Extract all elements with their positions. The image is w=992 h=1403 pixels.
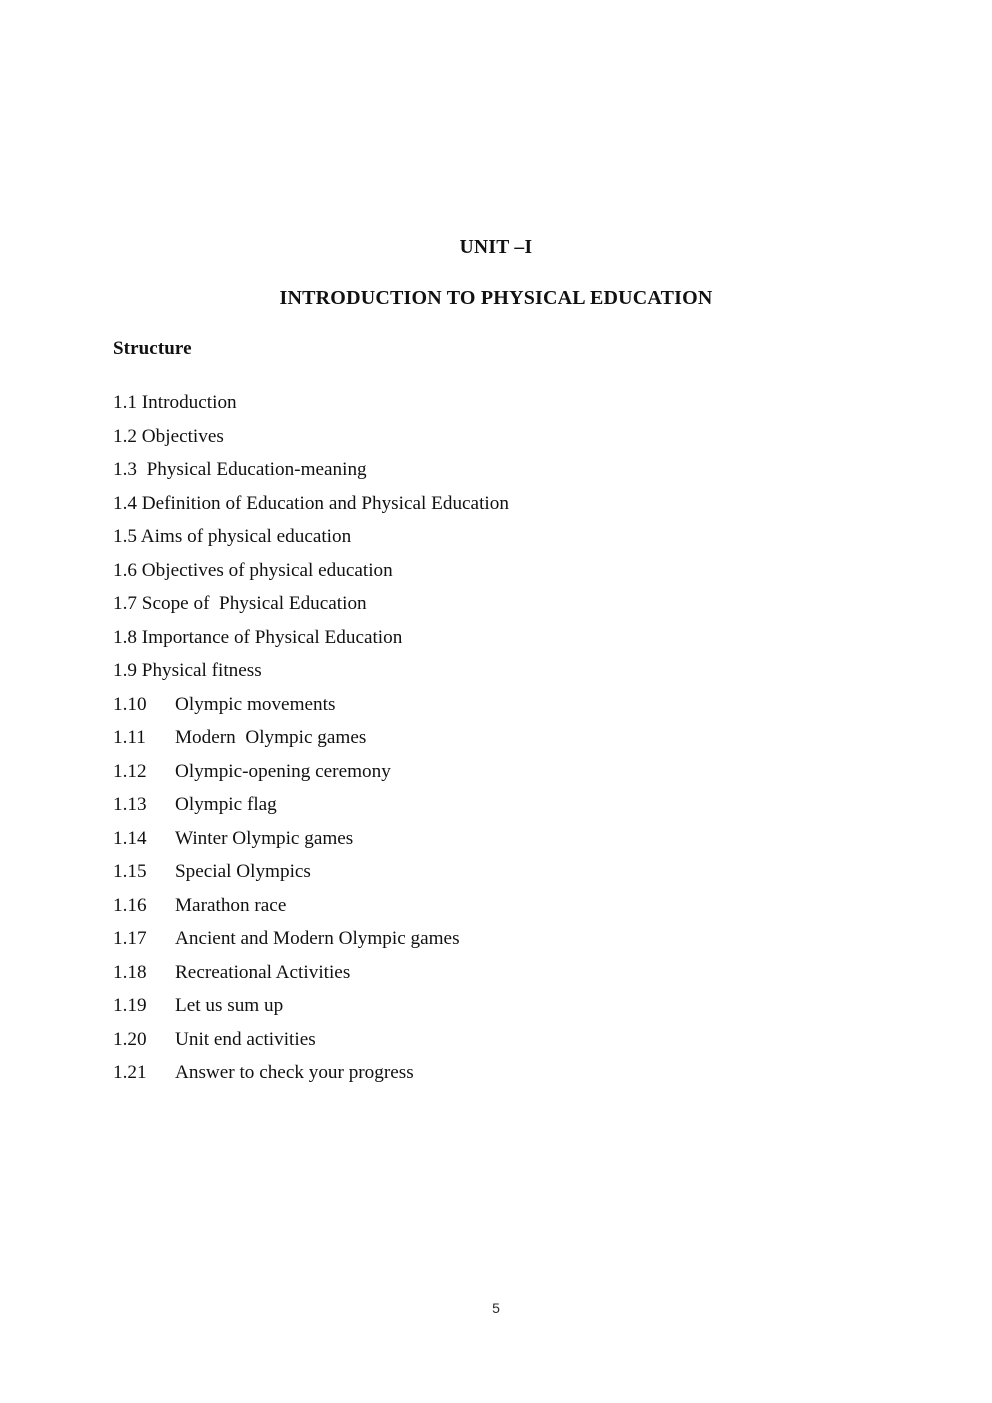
toc-entry-number: 1.14 (113, 827, 147, 849)
page-number: 5 (492, 1300, 500, 1316)
toc-entry-number: 1.19 (113, 995, 147, 1016)
toc-entry-number: 1.13 (113, 794, 147, 815)
toc-entry-label: Physical fitness (136, 660, 262, 681)
toc-entry-label: Physical Education-meaning (136, 459, 367, 480)
toc-entry-number: 1.20 (113, 1028, 147, 1050)
table-of-contents (113, 386, 813, 1090)
toc-entry-number: 1.11 (113, 727, 146, 748)
toc-entry-number: 1.21 (113, 1062, 147, 1083)
toc-entry-number: 1.5 (113, 526, 137, 547)
toc-entry (113, 989, 813, 1023)
toc-entry-label: Objectives of physical education (136, 559, 393, 581)
toc-entry-label: Introduction (136, 392, 237, 413)
toc-entry (113, 688, 813, 722)
toc-entry (113, 889, 813, 923)
toc-entry-number: 1.12 (113, 760, 147, 782)
toc-entry (113, 587, 813, 621)
toc-entry (113, 822, 813, 856)
toc-entry-label: Olympic movements (175, 693, 336, 715)
page-title: INTRODUCTION TO PHYSICAL EDUCATION (279, 287, 713, 309)
toc-entry (113, 755, 813, 789)
toc-entry (113, 487, 813, 521)
toc-entry-label: Olympic-opening ceremony (175, 760, 391, 782)
toc-entry-number: 1.6 (113, 559, 137, 581)
toc-entry-number: 1.10 (113, 693, 147, 715)
toc-entry-number: 1.17 (113, 928, 147, 949)
toc-entry (113, 621, 813, 655)
toc-entry (113, 788, 813, 822)
toc-entry-number: 1.15 (113, 861, 147, 882)
toc-entry-number: 1.16 (113, 894, 147, 916)
toc-entry-label: Scope of Physical Education (136, 593, 367, 614)
toc-entry-label: Special Olympics (175, 861, 311, 882)
toc-entry (113, 1056, 813, 1090)
toc-entry-label: Importance of Physical Education (136, 626, 403, 648)
toc-entry-number: 1.7 (113, 593, 137, 614)
toc-entry (113, 956, 813, 990)
toc-entry (113, 654, 813, 688)
toc-entry (113, 520, 813, 554)
toc-entry-number: 1.9 (113, 660, 137, 681)
toc-entry (113, 554, 813, 588)
toc-entry-number: 1.1 (113, 392, 137, 413)
toc-entry-label: Let us sum up (175, 995, 284, 1016)
toc-entry-number: 1.18 (113, 961, 147, 983)
toc-entry-label: Unit end activities (175, 1028, 316, 1050)
toc-entry (113, 1023, 813, 1057)
toc-entry-label: Modern Olympic games (175, 727, 367, 748)
toc-entry-number: 1.4 (113, 492, 137, 514)
toc-entry (113, 420, 813, 454)
toc-entry-label: Answer to check your progress (175, 1062, 414, 1083)
toc-entry (113, 453, 813, 487)
toc-entry (113, 721, 813, 755)
toc-entry-label: Winter Olympic games (175, 827, 354, 849)
toc-entry-label: Olympic flag (175, 794, 277, 815)
toc-entry-number: 1.8 (113, 626, 137, 648)
toc-entry-label: Marathon race (175, 894, 287, 916)
toc-entry-label: Aims of physical education (136, 526, 352, 547)
unit-heading: UNIT –I (459, 237, 533, 258)
toc-entry (113, 922, 813, 956)
toc-entry-number: 1.2 (113, 425, 137, 447)
toc-entry-label: Definition of Education and Physical Education (136, 492, 509, 514)
toc-entry-label: Ancient and Modern Olympic games (175, 928, 460, 949)
toc-entry-number: 1.3 (113, 459, 137, 480)
toc-entry (113, 386, 813, 420)
toc-entry-label: Recreational Activities (175, 961, 351, 983)
toc-entry (113, 855, 813, 889)
structure-section-label: Structure (113, 338, 192, 359)
toc-entry-label: Objectives (136, 425, 224, 447)
